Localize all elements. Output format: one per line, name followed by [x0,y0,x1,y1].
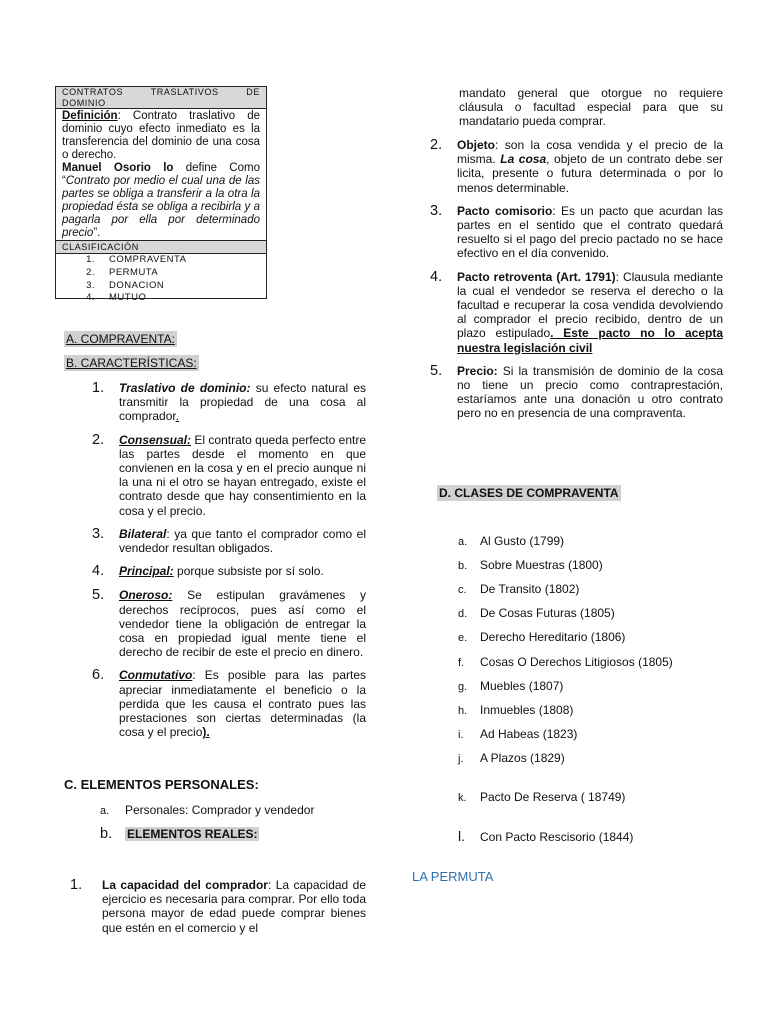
list-item: l. Con Pacto Rescisorio (1844) [458,828,634,844]
list-item: 6. Conmutativo: Es posible para las partes apreciar inmediatamente el beneficio o la perdida que les causa el contrato pues las prestaciones son ciertas determinadas (la cosa y el precio). [92,667,366,740]
section-d-heading: D. CLASES DE COMPRAVENTA [439,486,619,500]
quote-end: ”. [93,227,101,239]
section-b-heading: B. CARACTERÍSTICAS: [66,356,197,370]
list-item: 3. Pacto comisorio: Es un pacto que acurdan las partes en el sentido que el contrato quedará resuelto si el pago del precio pactado no se hace efectivo en el día convenido. [430,202,723,261]
list-item: e. Derecho Hereditario (1806) [458,630,626,644]
classification-list [56,254,266,305]
summary-box [55,86,267,304]
list-item: g. Muebles (1807) [458,679,564,693]
permuta-heading: LA PERMUTA [412,869,494,884]
list-item: 2. PERMUTA [86,266,159,278]
list-item: c. De Transito (1802) [458,582,580,596]
definition-label: Definición [62,110,118,122]
list-item: 5. Oneroso: Se estipulan gravámenes y derechos recíprocos, pues así como el vendedor tiene la obligación de entregar la cosa en propiedad igual mente tiene el derecho de recibir de este el precio en dinero. [92,587,366,660]
list-item: k. Pacto De Reserva ( 18749) [458,790,626,804]
right-top-paragraph: mandato general que otorgue no requiere cláusula o facultad especial para que su mandatario pueda comprar. [459,86,723,129]
box-header [56,87,266,109]
list-item: 4. MUTUO [86,292,147,304]
definition [56,109,266,240]
list-item: d. De Cosas Futuras (1805) [458,606,615,620]
personales-item: a. Personales: Comprador y vendedor [100,803,315,817]
list-item: b. Sobre Muestras (1800) [458,558,603,572]
list-item: f. Cosas O Derechos Litigiosos (1805) [458,655,673,669]
header-word: CONTRATOS [62,87,124,97]
list-item: 2. Consensual: El contrato queda perfecto entre las partes desde el momento en que convienen en la cosa y en el precio aunque ni la una ni el otro se hayan entregado, existe el contrato desde que hay consentimiento en la cosa y el precio. [92,431,366,518]
capacidad-item: 1. La capacidad del comprador: La capacidad de ejercicio es necesaria para comprar. Por ello toda persona mayor de edad puede comprar bienes que estén en el comercio y el [70,877,366,935]
reales-item: b. ELEMENTOS REALES: [100,826,258,842]
list-item: 4. Principal: porque subsiste por sí solo. [92,563,324,580]
list-item: 2. Objeto: son la cosa vendida y el precio de la misma. La cosa, objeto de un contrato debe ser licita, presente o futura determinada o por lo menos determinable. [430,137,723,195]
characteristics-list [92,381,366,739]
list-item: 3. Bilateral: ya que tanto el comprador como el vendedor resultan obligados. [92,525,366,556]
list-item: a. Al Gusto (1799) [458,534,565,548]
list-item: 5. Precio: Si la transmisión de dominio de la cosa no tiene un precio como contraprestación, estaríamos ante una donación u otro contrato pero no en presencia de una compraventa. [430,362,723,421]
elements-list [430,138,723,421]
section-c-heading: C. ELEMENTOS PERSONALES: [64,777,259,792]
list-item: h. Inmuebles (1808) [458,703,574,717]
section-a-heading: A. COMPRAVENTA: [66,332,175,346]
list-item: 1. COMPRAVENTA [86,254,187,265]
list-item: 4. Pacto retroventa (Art. 1791): Clausula mediante la cual el vendedor se reserva el derecho o la facultad e recuperar la cosa vendida devolviendo al comprador el precio recibido, dentro de un plazo estipulado. Este pacto no lo acepta nuestra legislación civil [430,268,724,355]
quote: Contrato por medio el cual una de las partes se obliga a transferir a la otra la propiedad ésta se obliga a recibirla y a pagarla por ella por determinado precio [62,175,260,239]
author-text: define Como “ [62,162,260,187]
author-name: Manuel Osorio lo [62,162,174,174]
list-item: j. A Plazos (1829) [458,751,565,765]
definition-text: : Contrato traslativo de dominio cuyo efecto inmediato es la transferencia del dominio de una cosa o derecho. [62,110,260,161]
header-word: TRASLATIVOS [150,87,219,97]
list-item: 1. Traslativo de dominio: su efecto natural es transmitir la propiedad de una cosa al comprador. [92,380,366,424]
list-item: 3. DONACION [86,279,165,291]
header-word: DE [246,87,260,97]
classification-title: CLASIFICACIÓN [56,240,266,254]
header-line2: DOMINIO [62,97,106,108]
list-item: i. Ad Habeas (1823) [458,727,578,741]
